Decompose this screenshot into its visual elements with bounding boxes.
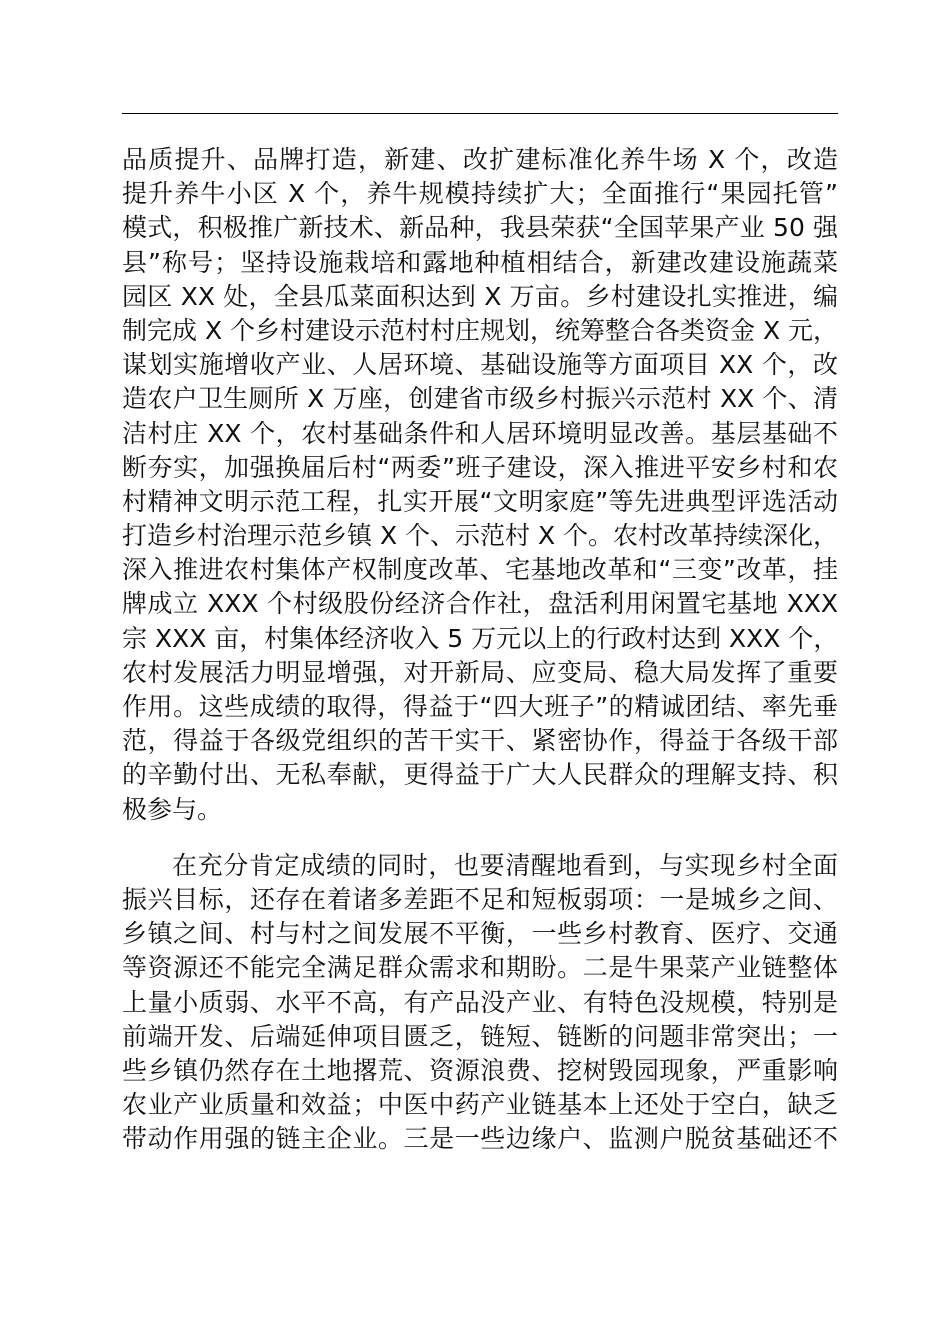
paragraph — [122, 143, 838, 827]
text-line: 提升养牛小区 X 个，养牛规模持续扩大；全面推行“果园托管” — [122, 179, 838, 209]
text-line: 村精神文明示范工程，扎实开展“文明家庭”等先进典型评选活动 — [122, 486, 838, 516]
text-line: 乡镇之间、村与村之间发展不平衡，一些乡村教育、医疗、交通 — [122, 919, 838, 949]
text-line: 些乡镇仍然存在土地撂荒、资源浪费、挖树毁园现象，严重影响 — [122, 1055, 838, 1085]
text-line: 造农户卫生厕所 X 万座，创建省市级乡村振兴示范村 XX 个、清 — [122, 384, 838, 414]
text-line: 等资源还不能完全满足群众需求和期盼。二是牛果菜产业链整体 — [122, 953, 838, 983]
text-line: 品质提升、品牌打造，新建、改扩建标准化养牛场 X 个，改造 — [122, 145, 838, 174]
text-line: 带动作用强的链主企业。三是一些边缘户、监测户脱贫基础还不 — [122, 1124, 838, 1154]
text-line: 制完成 X 个乡村建设示范村村庄规划，统筹整合各类资金 X 元， — [122, 315, 839, 345]
text-line: 农村发展活力明显增强，对开新局、应变局、稳大局发挥了重要 — [122, 657, 838, 687]
text-line: 在充分肯定成绩的同时，也要清醒地看到，与实现乡村全面 — [172, 850, 838, 880]
text-line: 上量小质弱、水平不高，有产品没产业、有特色没规模，特别是 — [122, 987, 838, 1017]
text-line: 县”称号；坚持设施栽培和露地种植相结合，新建改建设施蔬菜 — [122, 247, 838, 277]
paragraph — [122, 849, 838, 1157]
header-rule — [122, 113, 838, 114]
text-line: 牌成立 XXX 个村级股份经济合作社，盘活利用闲置宅基地 XXX — [122, 589, 838, 619]
text-line: 模式，积极推广新技术、新品种，我县荣获“全国苹果产业 50 强 — [122, 213, 838, 243]
text-line: 洁村庄 XX 个，农村基础条件和人居环境明显改善。基层基础不 — [122, 418, 838, 448]
text-line: 农业产业质量和效益；中医中药产业链基本上还处于空白，缺乏 — [122, 1090, 838, 1120]
text-line: 园区 XX 处，全县瓜菜面积达到 X 万亩。乡村建设扎实推进，编 — [122, 281, 838, 311]
text-line: 宗 XXX 亩，村集体经济收入 5 万元以上的行政村达到 XXX 个， — [122, 623, 839, 653]
text-line: 振兴目标，还存在着诸多差距不足和短板弱项：一是城乡之间、 — [122, 884, 838, 914]
text-line: 的辛勤付出、无私奉献，更得益于广大人民群众的理解支持、积 — [122, 760, 838, 790]
text-line: 谋划实施增收产业、人居环境、基础设施等方面项目 XX 个，改 — [122, 350, 838, 380]
text-line: 打造乡村治理示范乡镇 X 个、示范村 X 个。农村改革持续深化， — [122, 521, 839, 551]
document-body — [122, 143, 838, 1156]
text-line: 作用。这些成绩的取得，得益于“四大班子”的精诚团结、率先垂 — [122, 692, 838, 721]
paragraph-gap — [122, 827, 838, 849]
text-line: 断夯实，加强换届后村“两委”班子建设，深入推进平安乡村和农 — [122, 452, 838, 482]
text-line: 前端开发、后端延伸项目匮乏，链短、链断的问题非常突出；一 — [122, 1021, 838, 1051]
text-line: 极参与。 — [122, 794, 223, 824]
text-line: 范，得益于各级党组织的苦干实干、紧密协作，得益于各级干部 — [122, 726, 838, 756]
text-line: 深入推进农村集体产权制度改革、宅基地改革和“三变”改革，挂 — [122, 555, 838, 585]
